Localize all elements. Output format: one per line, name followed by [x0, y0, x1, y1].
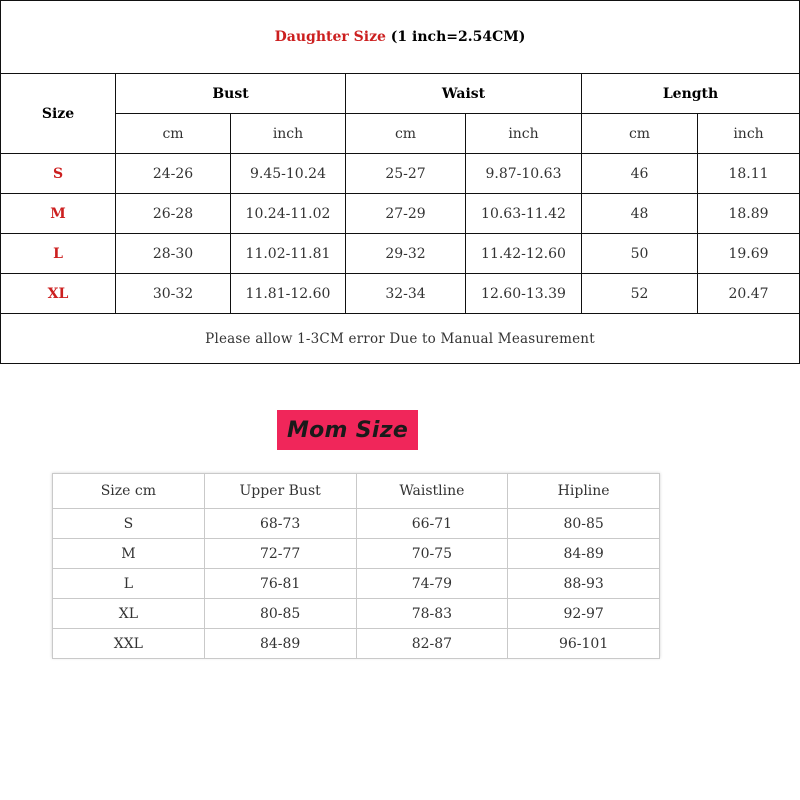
table-cell: L: [53, 569, 205, 599]
table-cell: 88-93: [508, 569, 660, 599]
length-group-header: Length: [582, 74, 800, 114]
table-row: [53, 629, 660, 659]
size-label: S: [1, 154, 116, 194]
table-cell: 9.45-10.24: [231, 154, 346, 194]
table-cell: 82-87: [356, 629, 508, 659]
table-cell: 74-79: [356, 569, 508, 599]
table-cell: 78-83: [356, 599, 508, 629]
table-cell: 9.87-10.63: [466, 154, 582, 194]
table-cell: 29-32: [346, 234, 466, 274]
table-cell: 80-85: [508, 509, 660, 539]
table-cell: 46: [582, 154, 698, 194]
size-label: M: [1, 194, 116, 234]
table-row: [53, 509, 660, 539]
unit-header: inch: [231, 114, 346, 154]
table-row: [1, 154, 800, 194]
table-cell: 12.60-13.39: [466, 274, 582, 314]
table-cell: 11.42-12.60: [466, 234, 582, 274]
mom-size-table-container: [52, 473, 660, 658]
table-row: [53, 539, 660, 569]
table-cell: 11.02-11.81: [231, 234, 346, 274]
column-header: Hipline: [508, 474, 660, 509]
unit-header: inch: [466, 114, 582, 154]
size-column-header: Size: [1, 74, 116, 154]
size-label: L: [1, 234, 116, 274]
unit-header: cm: [582, 114, 698, 154]
table-cell: 11.81-12.60: [231, 274, 346, 314]
table-row: [53, 599, 660, 629]
table-cell: 10.24-11.02: [231, 194, 346, 234]
table-cell: S: [53, 509, 205, 539]
unit-header: inch: [698, 114, 800, 154]
table-cell: 32-34: [346, 274, 466, 314]
table-cell: 70-75: [356, 539, 508, 569]
table-cell: XL: [53, 599, 205, 629]
mom-size-badge: Mom Size: [277, 410, 418, 450]
waist-group-header: Waist: [346, 74, 582, 114]
table-cell: 50: [582, 234, 698, 274]
table-row: [1, 194, 800, 234]
daughter-title-label: Daughter Size: [274, 29, 386, 45]
column-header: Waistline: [356, 474, 508, 509]
daughter-table-title: [1, 1, 800, 74]
table-cell: 26-28: [116, 194, 231, 234]
table-cell: 80-85: [204, 599, 356, 629]
bust-group-header: Bust: [116, 74, 346, 114]
table-cell: 24-26: [116, 154, 231, 194]
table-cell: 84-89: [508, 539, 660, 569]
table-cell: 92-97: [508, 599, 660, 629]
table-row: [53, 569, 660, 599]
table-cell: 30-32: [116, 274, 231, 314]
daughter-size-table: [0, 0, 800, 364]
table-cell: 66-71: [356, 509, 508, 539]
table-cell: 76-81: [204, 569, 356, 599]
table-cell: 18.11: [698, 154, 800, 194]
table-cell: 72-77: [204, 539, 356, 569]
column-header: Size cm: [53, 474, 205, 509]
mom-size-table: [52, 473, 660, 659]
table-cell: 28-30: [116, 234, 231, 274]
table-cell: 20.47: [698, 274, 800, 314]
table-cell: 18.89: [698, 194, 800, 234]
unit-header: cm: [346, 114, 466, 154]
measurement-note: Please allow 1-3CM error Due to Manual Measurement: [1, 314, 800, 364]
size-label: XL: [1, 274, 116, 314]
table-cell: 96-101: [508, 629, 660, 659]
table-cell: 10.63-11.42: [466, 194, 582, 234]
table-cell: 48: [582, 194, 698, 234]
table-cell: 68-73: [204, 509, 356, 539]
table-cell: 25-27: [346, 154, 466, 194]
table-cell: XXL: [53, 629, 205, 659]
table-row: [1, 274, 800, 314]
table-header-row: [53, 474, 660, 509]
table-cell: 27-29: [346, 194, 466, 234]
table-cell: 19.69: [698, 234, 800, 274]
daughter-title-conversion: (1 inch=2.54CM): [385, 29, 526, 45]
table-row: [1, 234, 800, 274]
unit-header: cm: [116, 114, 231, 154]
table-cell: 84-89: [204, 629, 356, 659]
table-cell: 52: [582, 274, 698, 314]
column-header: Upper Bust: [204, 474, 356, 509]
table-cell: M: [53, 539, 205, 569]
